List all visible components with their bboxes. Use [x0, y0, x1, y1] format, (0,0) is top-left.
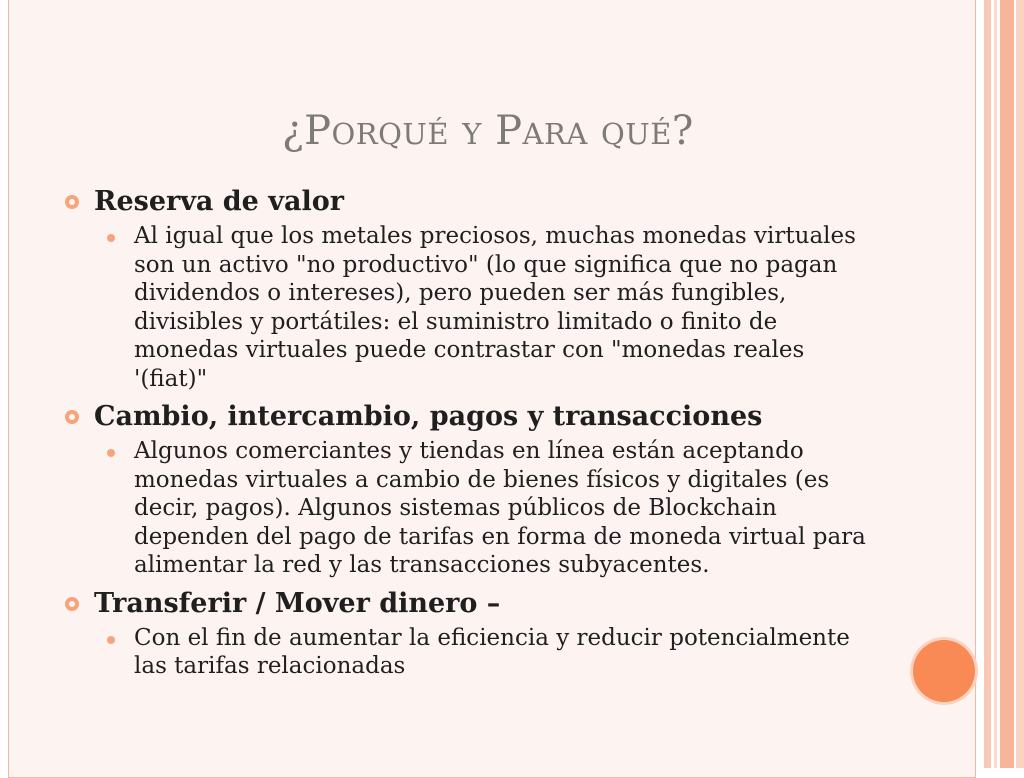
decorative-circle — [913, 640, 975, 702]
dot-bullet-icon — [107, 234, 115, 242]
bullet-item: Con el fin de aumentar la eficiencia y reducir potencialmente las tarifas relacionadas — [134, 624, 882, 681]
bullet-item: Al igual que los metales preciosos, muchas monedas virtuales son un activo "no productivo" (lo que significa que no pagan dividendos o intereses), pero pueden ser más fungibles, divisibles y portátiles: el suministro limitado o finito de monedas virtuales puede contrastar con "monedas reales '(fiat)" — [134, 222, 882, 393]
decorative-stripe — [994, 0, 997, 768]
bullet-icon — [65, 597, 79, 611]
bullet-icon — [65, 410, 79, 424]
decorative-stripe — [1000, 0, 1014, 768]
dot-bullet-icon — [107, 636, 115, 644]
bullet-icon — [65, 195, 79, 209]
section-heading: Transferir / Mover dinero – — [62, 588, 882, 620]
slide-content — [62, 186, 882, 689]
decorative-stripe — [984, 0, 991, 768]
bullet-item: Algunos comerciantes y tiendas en línea están aceptando monedas virtuales a cambio de bienes físicos y digitales (es decir, pagos). Algunos sistemas públicos de Blockchain dependen del pago de tarifas en forma de moneda virtual para alimentar la red y las transacciones subyacentes. — [134, 437, 882, 580]
section-heading: Cambio, intercambio, pagos y transacciones — [62, 401, 882, 433]
section-heading: Reserva de valor — [62, 186, 882, 218]
decorative-stripe — [1016, 0, 1024, 768]
dot-bullet-icon — [107, 449, 115, 457]
slide-title: ¿PORQUÉ Y PARA QUÉ? — [282, 108, 694, 154]
